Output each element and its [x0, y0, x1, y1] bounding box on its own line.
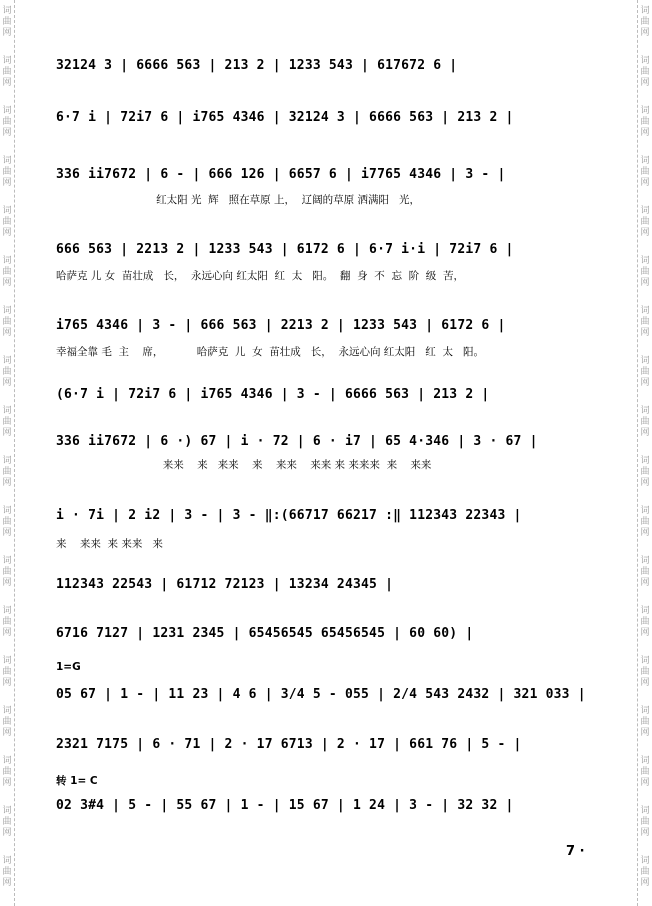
- watermark-glyph: 网: [640, 628, 650, 638]
- right-watermark-strip: [637, 0, 652, 906]
- score-row-11: 05 67 | 1 - | 11 23 | 4 6 | 3/4 5 - 055 | 2/4 543 2432 | 321 033 |: [56, 687, 586, 702]
- watermark-glyph: 曲: [2, 617, 12, 627]
- watermark-glyph: 网: [640, 178, 650, 188]
- watermark-glyph: 曲: [640, 67, 650, 77]
- watermark-glyph: 曲: [640, 717, 650, 727]
- lyric-row-8: 来 来来 来 来来 来: [56, 538, 163, 550]
- watermark-glyph: 曲: [2, 267, 12, 277]
- watermark-glyph: 网: [2, 628, 12, 638]
- watermark-glyph: 网: [640, 778, 650, 788]
- watermark-glyph: 词: [640, 356, 650, 366]
- watermark-glyph: 网: [640, 228, 650, 238]
- watermark-glyph: 网: [2, 178, 12, 188]
- watermark-glyph: 曲: [2, 117, 12, 127]
- watermark-glyph: 网: [2, 828, 12, 838]
- watermark-glyph: 词: [640, 656, 650, 666]
- watermark-glyph: 网: [640, 678, 650, 688]
- watermark-glyph: 词: [640, 856, 650, 866]
- watermark-glyph: 曲: [640, 817, 650, 827]
- score-row-8: i · 7i | 2 i2 | 3 - | 3 - ‖:(66717 66217 :‖ 112343 22343 |: [56, 508, 522, 523]
- watermark-glyph: 词: [640, 556, 650, 566]
- left-watermark-strip: [0, 0, 15, 906]
- watermark-glyph: 曲: [640, 467, 650, 477]
- score-row-2: 6·7 i | 72i7 6 | i765 4346 | 32124 3 | 6666 563 | 213 2 |: [56, 110, 514, 125]
- watermark-glyph: 曲: [2, 467, 12, 477]
- lyric-row-5: 幸福全靠 毛 主 席， 哈萨克 儿 女 苗壮成 长， 永远心向 红太阳 红 太 阳。: [56, 346, 484, 358]
- watermark-glyph: 曲: [2, 717, 12, 727]
- watermark-glyph: 词: [640, 156, 650, 166]
- score-row-3: 336 ii7672 | 6 - | 666 126 | 6657 6 | i7765 4346 | 3 - |: [56, 167, 506, 182]
- watermark-glyph: 词: [2, 456, 12, 466]
- watermark-glyph: 网: [640, 278, 650, 288]
- watermark-glyph: 网: [640, 828, 650, 838]
- watermark-glyph: 网: [640, 528, 650, 538]
- watermark-glyph: 曲: [2, 217, 12, 227]
- watermark-glyph: 网: [640, 878, 650, 888]
- watermark-glyph: 网: [640, 28, 650, 38]
- watermark-glyph: 曲: [640, 17, 650, 27]
- watermark-glyph: 网: [640, 478, 650, 488]
- watermark-glyph: 网: [2, 728, 12, 738]
- watermark-glyph: 曲: [640, 117, 650, 127]
- lyric-row-4: 哈萨克 儿 女 苗壮成 长， 永远心向 红太阳 红 太 阳。 翻 身 不 忘 阶 级 苦，: [56, 270, 464, 282]
- watermark-glyph: 曲: [2, 667, 12, 677]
- watermark-glyph: 网: [640, 378, 650, 388]
- watermark-glyph: 网: [2, 678, 12, 688]
- watermark-glyph: 词: [2, 656, 12, 666]
- watermark-glyph: 词: [2, 156, 12, 166]
- score-row-10: 6716 7127 | 1231 2345 | 65456545 65456545 | 60 60) |: [56, 626, 474, 641]
- score-row-7: 336 ii7672 | 6 ·) 67 | i · 72 | 6 · i7 | 65 4·346 | 3 · 67 |: [56, 434, 538, 449]
- watermark-glyph: 曲: [2, 167, 12, 177]
- watermark-glyph: 曲: [2, 867, 12, 877]
- watermark-glyph: 曲: [2, 817, 12, 827]
- watermark-glyph: 词: [2, 56, 12, 66]
- watermark-glyph: 曲: [2, 417, 12, 427]
- watermark-glyph: 网: [2, 578, 12, 588]
- watermark-glyph: 曲: [640, 867, 650, 877]
- score-row-12: 2321 7175 | 6 · 71 | 2 · 17 6713 | 2 · 17 | 661 76 | 5 - |: [56, 737, 522, 752]
- key-signature-g: 1=G: [56, 661, 81, 673]
- watermark-glyph: 词: [640, 256, 650, 266]
- watermark-glyph: 词: [2, 206, 12, 216]
- watermark-glyph: 网: [640, 728, 650, 738]
- score-row-1: 32124 3 | 6666 563 | 213 2 | 1233 543 | 617672 6 |: [56, 58, 458, 73]
- watermark-glyph: 网: [2, 28, 12, 38]
- watermark-glyph: 曲: [640, 517, 650, 527]
- watermark-glyph: 网: [640, 578, 650, 588]
- watermark-glyph: 网: [2, 78, 12, 88]
- watermark-glyph: 网: [2, 278, 12, 288]
- watermark-glyph: 词: [2, 756, 12, 766]
- watermark-glyph: 曲: [2, 767, 12, 777]
- watermark-glyph: 词: [2, 106, 12, 116]
- watermark-glyph: 词: [2, 706, 12, 716]
- watermark-glyph: 词: [640, 406, 650, 416]
- watermark-glyph: 曲: [2, 567, 12, 577]
- watermark-glyph: 曲: [640, 567, 650, 577]
- watermark-glyph: 词: [640, 806, 650, 816]
- watermark-glyph: 曲: [2, 17, 12, 27]
- watermark-glyph: 词: [2, 556, 12, 566]
- watermark-glyph: 曲: [2, 517, 12, 527]
- watermark-glyph: 词: [2, 6, 12, 16]
- watermark-glyph: 词: [2, 606, 12, 616]
- watermark-glyph: 网: [640, 428, 650, 438]
- watermark-glyph: 网: [640, 78, 650, 88]
- watermark-glyph: 曲: [2, 367, 12, 377]
- watermark-glyph: 词: [640, 506, 650, 516]
- watermark-glyph: 词: [2, 306, 12, 316]
- watermark-glyph: 曲: [2, 67, 12, 77]
- watermark-glyph: 词: [2, 506, 12, 516]
- watermark-glyph: 曲: [640, 167, 650, 177]
- watermark-glyph: 曲: [640, 767, 650, 777]
- score-row-4: 666 563 | 2213 2 | 1233 543 | 6172 6 | 6·7 i·i | 72i7 6 |: [56, 242, 514, 257]
- watermark-glyph: 网: [2, 528, 12, 538]
- watermark-glyph: 曲: [640, 667, 650, 677]
- watermark-glyph: 曲: [640, 367, 650, 377]
- watermark-glyph: 曲: [640, 317, 650, 327]
- watermark-glyph: 词: [2, 406, 12, 416]
- watermark-glyph: 网: [2, 378, 12, 388]
- watermark-glyph: 词: [640, 306, 650, 316]
- watermark-glyph: 网: [2, 478, 12, 488]
- watermark-glyph: 词: [640, 606, 650, 616]
- page-number: 7 ·: [566, 844, 585, 859]
- watermark-glyph: 网: [2, 128, 12, 138]
- watermark-glyph: 曲: [640, 217, 650, 227]
- watermark-glyph: 词: [640, 6, 650, 16]
- watermark-glyph: 词: [640, 756, 650, 766]
- lyric-row-7: 来来 来 来来 来 来来 来来 来 来来来 来 来来: [56, 459, 432, 471]
- watermark-glyph: 网: [2, 878, 12, 888]
- watermark-glyph: 词: [640, 206, 650, 216]
- watermark-glyph: 词: [640, 56, 650, 66]
- watermark-glyph: 网: [2, 228, 12, 238]
- watermark-glyph: 词: [640, 706, 650, 716]
- score-row-13: 02 3#4 | 5 - | 55 67 | 1 - | 15 67 | 1 24 | 3 - | 32 32 |: [56, 798, 514, 813]
- watermark-glyph: 词: [2, 806, 12, 816]
- score-row-6: (6·7 i | 72i7 6 | i765 4346 | 3 - | 6666 563 | 213 2 |: [56, 387, 490, 402]
- watermark-glyph: 曲: [2, 317, 12, 327]
- watermark-glyph: 词: [2, 256, 12, 266]
- watermark-glyph: 词: [640, 106, 650, 116]
- score-row-9: 112343 22543 | 61712 72123 | 13234 24345 |: [56, 577, 394, 592]
- watermark-glyph: 网: [640, 328, 650, 338]
- watermark-glyph: 网: [2, 328, 12, 338]
- watermark-glyph: 词: [2, 856, 12, 866]
- watermark-glyph: 曲: [640, 617, 650, 627]
- lyric-row-3: 红太阳 光 辉 照在草原 上， 辽阔的草原 洒满阳 光，: [56, 194, 421, 206]
- watermark-glyph: 词: [640, 456, 650, 466]
- score-row-5: i765 4346 | 3 - | 666 563 | 2213 2 | 1233 543 | 6172 6 |: [56, 318, 506, 333]
- key-change-c: 转 1= C: [56, 775, 98, 787]
- watermark-glyph: 词: [2, 356, 12, 366]
- watermark-glyph: 曲: [640, 267, 650, 277]
- watermark-glyph: 网: [2, 428, 12, 438]
- watermark-glyph: 网: [640, 128, 650, 138]
- watermark-glyph: 曲: [640, 417, 650, 427]
- watermark-glyph: 网: [2, 778, 12, 788]
